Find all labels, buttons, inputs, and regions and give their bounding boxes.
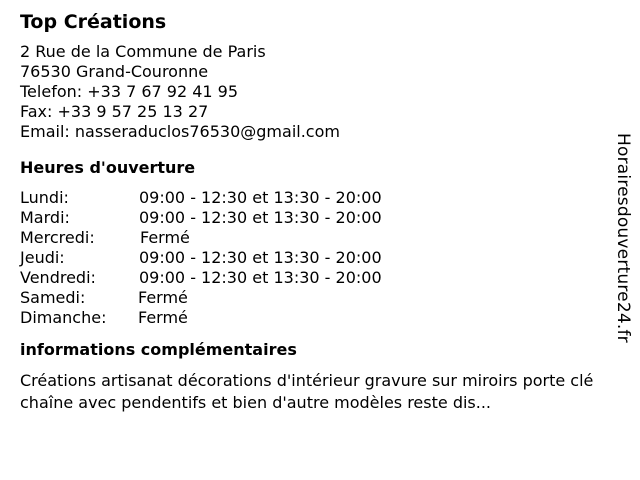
hours-row-monday — [20, 188, 605, 208]
email-address: Email: nasseraduclos76530@gmail.com — [20, 122, 340, 141]
opening-hours-title: Heures d'ouverture — [20, 158, 196, 177]
hours-row-sunday — [20, 308, 605, 328]
hours-row-thursday — [20, 248, 605, 268]
additional-info-title: informations complémentaires — [20, 340, 297, 359]
day-label: Mercredi: — [20, 228, 95, 247]
business-card — [20, 10, 605, 414]
day-label: Dimanche: — [20, 308, 107, 327]
day-label: Jeudi: — [20, 248, 65, 267]
hours-row-saturday — [20, 288, 605, 308]
time-range: Fermé — [140, 228, 190, 247]
address-city: 76530 Grand-Couronne — [20, 62, 209, 81]
time-range: Fermé — [138, 308, 188, 327]
day-label: Lundi: — [20, 188, 69, 207]
address-block — [20, 42, 605, 142]
time-range: 09:00 - 12:30 et 13:30 - 20:00 — [139, 268, 382, 287]
hours-row-friday — [20, 268, 605, 288]
hours-row-tuesday — [20, 208, 605, 228]
fax-number: Fax: +33 9 57 25 13 27 — [20, 102, 209, 121]
day-label: Mardi: — [20, 208, 70, 227]
business-name: Top Créations — [20, 11, 167, 33]
address-street: 2 Rue de la Commune de Paris — [20, 42, 266, 61]
additional-info-text: Créations artisanat décorations d'intérieur gravure sur miroirs porte clé chaîne avec pendentifs et bien d'autre modèles reste dis... — [20, 371, 594, 412]
time-range: 09:00 - 12:30 et 13:30 - 20:00 — [139, 208, 382, 227]
day-label: Vendredi: — [20, 268, 96, 287]
time-range: Fermé — [138, 288, 188, 307]
time-range: 09:00 - 12:30 et 13:30 - 20:00 — [139, 188, 382, 207]
hours-row-wednesday — [20, 228, 605, 248]
day-label: Samedi: — [20, 288, 86, 307]
time-range: 09:00 - 12:30 et 13:30 - 20:00 — [139, 248, 382, 267]
opening-hours-list — [20, 188, 605, 328]
phone-number: Telefon: +33 7 67 92 41 95 — [20, 82, 239, 101]
site-watermark: Horairesdouverture24.fr — [613, 133, 633, 343]
